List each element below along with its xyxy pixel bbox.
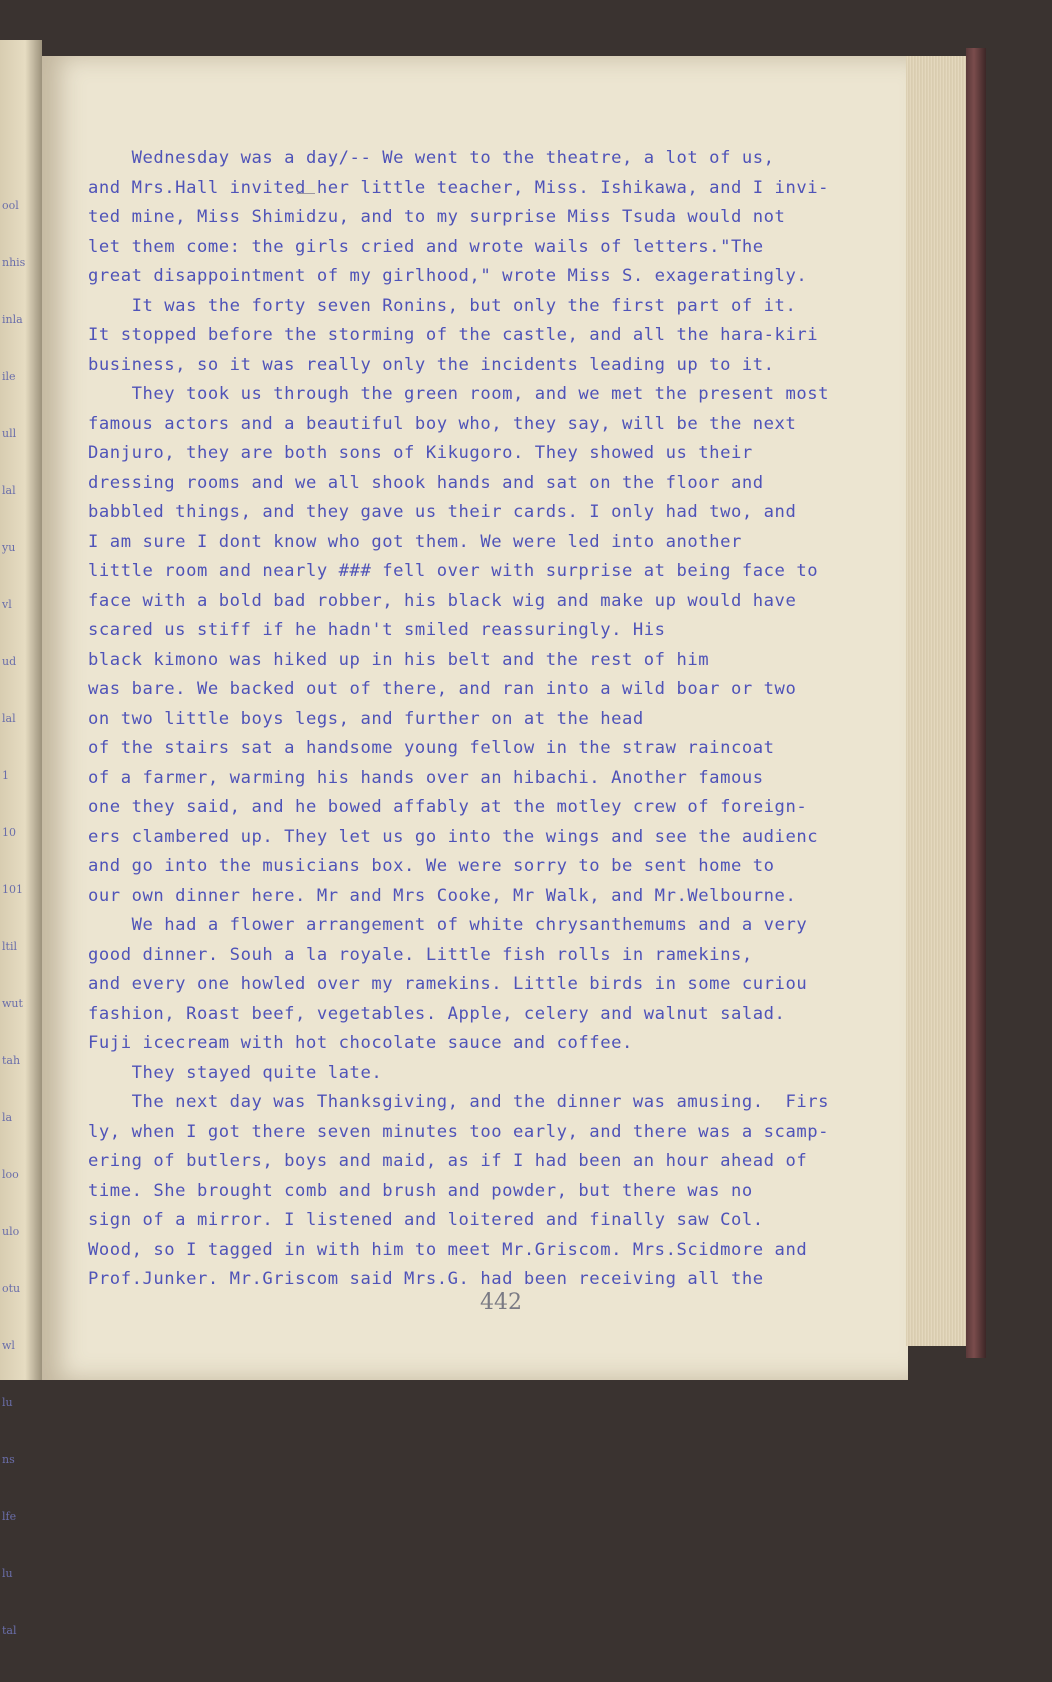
- margin-mark: 10: [2, 826, 16, 839]
- text-line: They took us through the green room, and we met the present most: [88, 384, 830, 404]
- text-line: sign of a mirror. I listened and loitered and finally saw Col.: [88, 1210, 764, 1230]
- margin-mark: lu: [2, 1396, 13, 1409]
- text-line: It stopped before the storming of the castle, and all the hara-kiri: [88, 325, 819, 345]
- book-cover-edge: [966, 48, 986, 1358]
- margin-mark: ns: [2, 1453, 15, 1466]
- text-line: They stayed quite late.: [88, 1062, 383, 1083]
- margin-mark: otu: [2, 1282, 21, 1295]
- margin-mark: lfe: [2, 1510, 17, 1523]
- margin-mark: nhis: [2, 256, 26, 269]
- margin-mark: wut: [2, 997, 23, 1010]
- text-line: babbled things, and they gave us their cards. I only had two, and: [88, 502, 797, 522]
- page-stack-edge: [906, 56, 968, 1346]
- text-line: ering of butlers, boys and maid, as if I had been an hour ahead of: [88, 1151, 808, 1171]
- text-line: great disappointment of my girlhood," wrote Miss S. exageratingly.: [88, 266, 808, 286]
- text-line: ly, when I got there seven minutes too early, and there was a scamp-: [88, 1121, 830, 1142]
- margin-mark: 1: [2, 769, 9, 782]
- text-line: ted mine, Miss Shimidzu, and to my surprise Miss Tsuda would not: [88, 207, 786, 227]
- text-line: face with a bold bad robber, his black wig and make up would have: [88, 590, 797, 611]
- text-line: one they said, and he bowed affably at the motley crew of foreign-: [88, 797, 808, 817]
- text-line: The next day was Thanksgiving, and the dinner was amusing. Firs: [88, 1092, 830, 1112]
- text-line: We had a flower arrangement of white chrysanthemums and a very: [88, 915, 808, 935]
- margin-mark: tah: [2, 1054, 21, 1067]
- left-page-margin-text: [2, 200, 34, 1682]
- margin-mark: lu: [2, 1567, 13, 1580]
- margin-mark: lal: [2, 712, 16, 725]
- text-line: Wood, so I tagged in with him to meet Mr.Griscom. Mrs.Scidmore and: [88, 1239, 808, 1260]
- text-line: dressing rooms and we all shook hands and sat on the floor and: [88, 472, 764, 493]
- text-line: famous actors and a beautiful boy who, they say, will be the next: [88, 413, 797, 434]
- margin-mark: ud: [2, 655, 17, 668]
- margin-mark: tal: [2, 1624, 17, 1637]
- text-line: It was the forty seven Ronins, but only the first part of it.: [88, 295, 797, 316]
- text-line: on two little boys legs, and further on at the head: [88, 708, 644, 729]
- text-line: and Mrs.Hall invited her little teacher, Miss. Ishikawa, and I invi-: [88, 177, 830, 198]
- text-line: Wednesday was a day/-- We went to the theatre, a lot of us,: [88, 148, 775, 168]
- margin-mark: inla: [2, 313, 23, 326]
- margin-mark: 101: [2, 883, 23, 896]
- margin-mark: yu: [2, 541, 16, 554]
- margin-mark: wl: [2, 1339, 15, 1352]
- text-line: let them come: the girls cried and wrote wails of letters."The: [88, 236, 764, 257]
- margin-mark: vl: [2, 598, 12, 611]
- margin-mark: lal: [2, 484, 16, 497]
- text-line: time. She brought comb and brush and powder, but there was no: [88, 1180, 753, 1201]
- text-line: good dinner. Souh a la royale. Little fish rolls in ramekins,: [88, 944, 753, 965]
- text-line: scared us stiff if he hadn't smiled reassuringly. His: [88, 620, 666, 640]
- margin-mark: ull: [2, 427, 17, 440]
- text-line: business, so it was really only the incidents leading up to it.: [88, 354, 775, 375]
- text-line: Prof.Junker. Mr.Griscom said Mrs.G. had been receiving all the: [88, 1269, 764, 1289]
- text-line: ers clambered up. They let us go into the wings and see the audienc: [88, 826, 819, 847]
- margin-mark: la: [2, 1111, 13, 1124]
- text-line: black kimono was hiked up in his belt and the rest of him: [88, 649, 710, 670]
- margin-mark: loo: [2, 1168, 19, 1181]
- page-number: 442: [480, 1290, 522, 1315]
- text-line: of a farmer, warming his hands over an hibachi. Another famous: [88, 767, 764, 788]
- margin-mark: ool: [2, 199, 19, 212]
- margin-mark: ile: [2, 370, 16, 383]
- text-line: and every one howled over my ramekins. Little birds in some curiou: [88, 974, 808, 994]
- text-line: and go into the musicians box. We were sorry to be sent home to: [88, 856, 775, 876]
- text-line: was bare. We backed out of there, and ran into a wild boar or two: [88, 679, 797, 699]
- text-line: little room and nearly ### fell over with surprise at being face to: [88, 561, 819, 581]
- text-line: of the stairs sat a handsome young fellow in the straw raincoat: [88, 738, 775, 758]
- left-page-edge: [0, 40, 42, 1637]
- margin-mark: ulo: [2, 1225, 20, 1238]
- text-line: Danjuro, they are both sons of Kikugoro. They showed us their: [88, 443, 753, 463]
- text-line: fashion, Roast beef, vegetables. Apple, celery and walnut salad.: [88, 1003, 786, 1024]
- margin-mark: ltil: [2, 940, 17, 953]
- text-line: Fuji icecream with hot chocolate sauce and coffee.: [88, 1033, 633, 1053]
- typed-body-text: [88, 144, 908, 1295]
- text-line: I am sure I dont know who got them. We were led into another: [88, 531, 742, 552]
- text-line: our own dinner here. Mr and Mrs Cooke, Mr Walk, and Mr.Welbourne.: [88, 885, 797, 906]
